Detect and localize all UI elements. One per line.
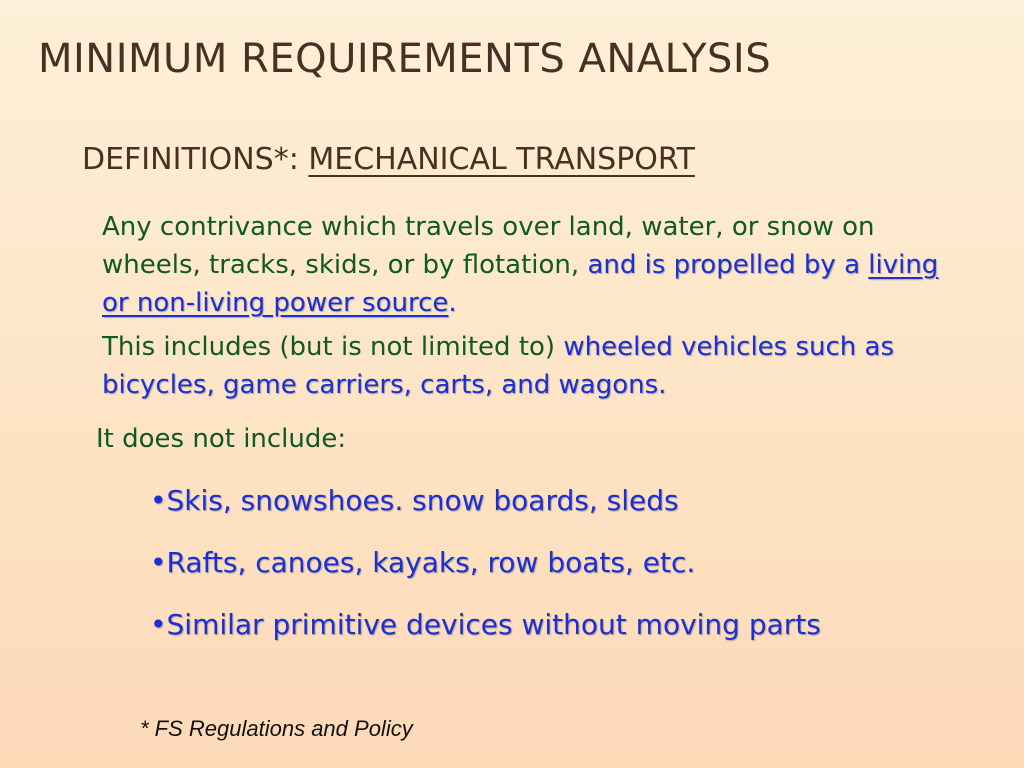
definition-highlight: and is propelled by a bbox=[587, 250, 869, 280]
footnote: * FS Regulations and Policy bbox=[140, 716, 413, 741]
exclusion-item: •Rafts, canoes, kayaks, row boats, etc. bbox=[150, 546, 696, 579]
exclusions-list bbox=[150, 486, 821, 672]
definition-paragraph bbox=[102, 208, 962, 322]
definition-period: . bbox=[448, 288, 457, 318]
includes-paragraph bbox=[102, 328, 962, 404]
includes-highlight: wheeled vehicles such as bicycles, game carriers, carts, and wagons. bbox=[102, 332, 895, 400]
power-source-text: living or non-living power source bbox=[102, 250, 939, 318]
slide-title: MINIMUM REQUIREMENTS ANALYSIS bbox=[38, 36, 772, 82]
exclusion-item: •Similar primitive devices without moving parts bbox=[150, 608, 821, 641]
includes-text: This includes (but is not limited to) bbox=[102, 332, 564, 362]
exclusion-item: •Skis, snowshoes. snow boards, sleds bbox=[150, 484, 679, 517]
definitions-prefix: DEFINITIONS*: bbox=[82, 142, 309, 177]
does-not-include-label: It does not include: bbox=[96, 424, 347, 454]
definition-term: MECHANICAL TRANSPORT bbox=[308, 142, 695, 177]
definition-text: Any contrivance which travels over land, water, or snow on wheels, tracks, skids, or by flotation, bbox=[102, 212, 875, 280]
definitions-heading bbox=[82, 142, 695, 177]
